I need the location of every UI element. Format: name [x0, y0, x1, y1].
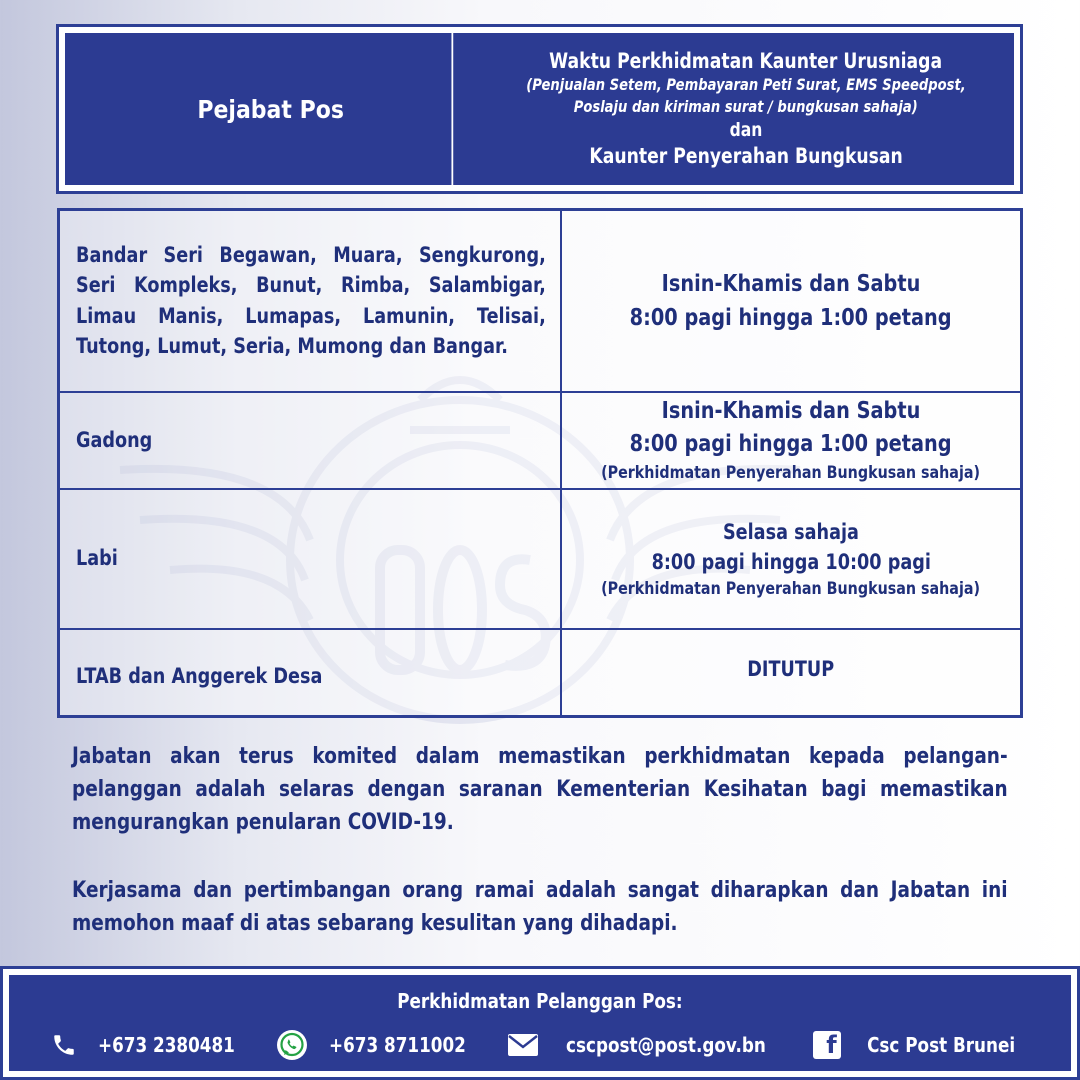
location-text: Gadong	[76, 427, 153, 452]
whatsapp-number: +673 8711002	[328, 1033, 466, 1057]
header-service-title: Waktu Perkhidmatan Kaunter Urusniaga	[549, 49, 943, 73]
hours-cell	[561, 489, 1022, 629]
email-icon	[507, 1033, 539, 1057]
days-text: Selasa sahaja	[722, 519, 859, 544]
location-cell	[59, 210, 562, 392]
notice-paragraph-text: Kerjasama dan pertimbangan orang ramai adalah sangat diharapkan dan Jabatan ini memohon maaf di atas sebarang kesulitan yang dihadapi.	[72, 878, 1008, 936]
location-cell	[59, 629, 562, 717]
table-row	[59, 210, 1022, 392]
header-office-title: Pejabat Pos	[197, 94, 344, 124]
table-row	[59, 629, 1022, 717]
notice-paragraph	[72, 874, 1008, 940]
hours-cell	[561, 210, 1022, 392]
hours-text: 8:00 pagi hingga 1:00 petang	[630, 304, 952, 331]
notice-paragraph	[72, 740, 1008, 839]
header-cell-office	[90, 33, 453, 185]
hours-cell	[561, 392, 1022, 489]
email-address: cscpost@post.gov.bn	[565, 1033, 766, 1057]
schedule-table	[57, 208, 1023, 718]
header-services-line-1: (Penjualan Setem, Pembayaran Peti Surat, EMS Speedpost,	[526, 75, 966, 94]
header-and: dan	[729, 119, 763, 141]
email-contact[interactable]	[507, 1033, 785, 1057]
note-text: (Perkhidmatan Penyerahan Bungkusan sahaja)	[601, 463, 981, 483]
phone-icon	[51, 1032, 77, 1058]
location-cell	[59, 489, 562, 629]
hours-text: 8:00 pagi hingga 10:00 pagi	[651, 549, 931, 574]
days-text: Isnin-Khamis dan Sabtu	[661, 398, 921, 424]
customer-service-footer	[0, 966, 1080, 1080]
footer-title: Perkhidmatan Pelanggan Pos:	[397, 989, 683, 1013]
hours-cell	[561, 629, 1022, 717]
contact-row	[37, 1029, 1043, 1061]
phone-number: +673 2380481	[98, 1033, 235, 1057]
note-text: (Perkhidmatan Penyerahan Bungkusan sahaja)	[601, 578, 981, 599]
header-services-line-2: Poslaju dan kiriman surat / bungkusan sahaja)	[574, 97, 918, 116]
status-closed: DITUTUP	[747, 656, 835, 681]
facebook-contact[interactable]	[813, 1031, 1029, 1059]
days-text: Isnin-Khamis dan Sabtu	[661, 270, 921, 297]
table-row	[59, 489, 1022, 629]
whatsapp-contact[interactable]	[276, 1029, 479, 1061]
hours-text: 8:00 pagi hingga 1:00 petang	[630, 431, 952, 457]
header-counter-title: Kaunter Penyerahan Bungkusan	[589, 144, 903, 168]
facebook-icon: f	[813, 1031, 841, 1059]
location-text: Bandar Seri Begawan, Muara, Sengkurong, Seri Kompleks, Bunut, Rimba, Salambigar, Limau Manis, Lumapas, Lamunin, Telisai, Tutong, Lumut, Seria, Mumong dan Bangar.	[76, 242, 546, 359]
phone-contact[interactable]	[51, 1032, 248, 1058]
header-table	[56, 24, 1023, 194]
table-row	[59, 392, 1022, 489]
facebook-page: Csc Post Brunei	[866, 1033, 1015, 1057]
header-cell-hours	[478, 33, 1014, 185]
location-text: Labi	[76, 546, 118, 571]
whatsapp-icon	[276, 1029, 308, 1061]
notice-paragraph-text: Jabatan akan terus komited dalam memastikan perkhidmatan kepada pelangan-pelanggan adalah selaras dengan saranan Kementerian Kesihatan bagi memastikan mengurangkan penularan COVID-19.	[72, 744, 1008, 835]
location-text: LTAB dan Anggerek Desa	[76, 664, 323, 688]
header-row	[65, 33, 1014, 185]
location-cell	[59, 392, 562, 489]
